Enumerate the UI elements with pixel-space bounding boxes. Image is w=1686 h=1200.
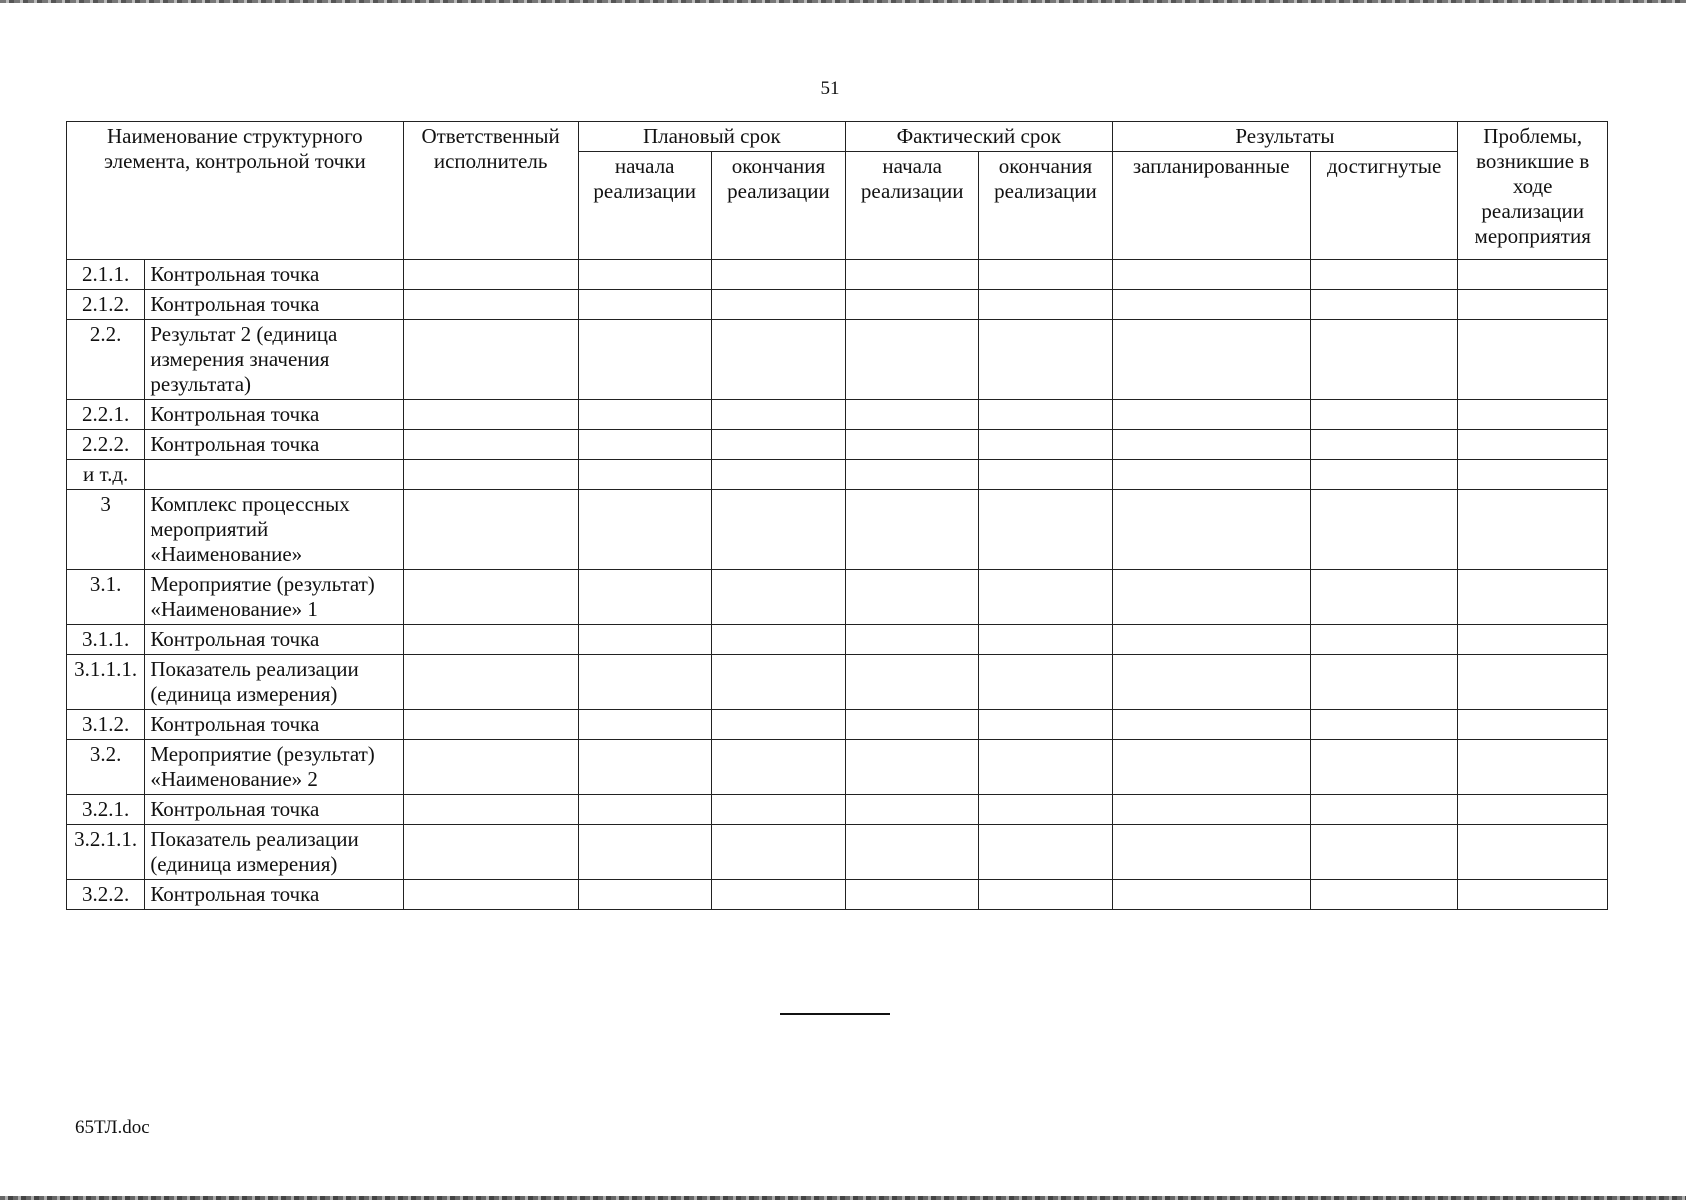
cell-executor <box>403 320 578 400</box>
cell-achieved <box>1310 260 1458 290</box>
cell-planned <box>1112 740 1310 795</box>
row-label: Контрольная точка <box>145 795 403 825</box>
table-row <box>67 430 1608 460</box>
cell-plan-end <box>711 625 845 655</box>
cell-problems <box>1458 880 1608 910</box>
cell-problems <box>1458 740 1608 795</box>
cell-plan-end <box>711 740 845 795</box>
cell-fact-end <box>979 710 1112 740</box>
table-row <box>67 825 1608 880</box>
page-number: 51 <box>820 78 840 99</box>
cell-executor <box>403 655 578 710</box>
cell-plan-start <box>578 825 711 880</box>
cell-executor <box>403 260 578 290</box>
table-row <box>67 290 1608 320</box>
cell-plan-start <box>578 655 711 710</box>
cell-fact-start <box>846 880 979 910</box>
cell-executor <box>403 740 578 795</box>
row-number: 3.2.1. <box>67 795 145 825</box>
header-fact-group: Фактический срок <box>846 122 1112 152</box>
header-results-group: Результаты <box>1112 122 1458 152</box>
cell-plan-end <box>711 290 845 320</box>
row-number: 3 <box>67 490 145 570</box>
cell-problems <box>1458 655 1608 710</box>
row-label: Контрольная точка <box>145 430 403 460</box>
cell-fact-start <box>846 290 979 320</box>
cell-problems <box>1458 320 1608 400</box>
row-number: 3.1. <box>67 570 145 625</box>
cell-planned <box>1112 430 1310 460</box>
cell-fact-end <box>979 825 1112 880</box>
cell-fact-start <box>846 430 979 460</box>
cell-fact-end <box>979 320 1112 400</box>
cell-plan-start <box>578 570 711 625</box>
cell-achieved <box>1310 655 1458 710</box>
cell-plan-start <box>578 490 711 570</box>
row-label: Контрольная точка <box>145 710 403 740</box>
cell-problems <box>1458 570 1608 625</box>
cell-achieved <box>1310 825 1458 880</box>
table-row <box>67 320 1608 400</box>
row-label: Мероприятие (результат) «Наименование» 2 <box>145 740 403 795</box>
cell-fact-start <box>846 490 979 570</box>
scan-edge-bottom <box>0 1196 1686 1200</box>
monitoring-table <box>66 121 1608 910</box>
row-number: 2.2.1. <box>67 400 145 430</box>
header-plan-group: Плановый срок <box>578 122 845 152</box>
cell-fact-start <box>846 460 979 490</box>
cell-fact-end <box>979 430 1112 460</box>
row-number: 3.2.1.1. <box>67 825 145 880</box>
cell-planned <box>1112 710 1310 740</box>
cell-plan-start <box>578 625 711 655</box>
cell-achieved <box>1310 625 1458 655</box>
cell-executor <box>403 290 578 320</box>
table-row <box>67 795 1608 825</box>
cell-plan-end <box>711 880 845 910</box>
cell-problems <box>1458 795 1608 825</box>
cell-planned <box>1112 290 1310 320</box>
cell-plan-start <box>578 880 711 910</box>
cell-planned <box>1112 400 1310 430</box>
header-results-achieved: достигнутые <box>1310 152 1458 260</box>
cell-fact-start <box>846 740 979 795</box>
footer-filename: 65ТЛ.doc <box>75 1117 150 1138</box>
cell-achieved <box>1310 430 1458 460</box>
cell-fact-start <box>846 570 979 625</box>
cell-problems <box>1458 460 1608 490</box>
cell-planned <box>1112 260 1310 290</box>
cell-executor <box>403 795 578 825</box>
row-number: 3.2.2. <box>67 880 145 910</box>
row-label: Контрольная точка <box>145 290 403 320</box>
cell-plan-start <box>578 430 711 460</box>
row-label: Контрольная точка <box>145 260 403 290</box>
row-label: Показатель реализации (единица измерения) <box>145 655 403 710</box>
cell-executor <box>403 430 578 460</box>
cell-fact-end <box>979 880 1112 910</box>
cell-problems <box>1458 430 1608 460</box>
cell-fact-start <box>846 400 979 430</box>
cell-fact-start <box>846 260 979 290</box>
cell-problems <box>1458 710 1608 740</box>
cell-fact-end <box>979 400 1112 430</box>
cell-plan-start <box>578 320 711 400</box>
cell-planned <box>1112 655 1310 710</box>
cell-fact-end <box>979 290 1112 320</box>
cell-plan-start <box>578 460 711 490</box>
cell-achieved <box>1310 460 1458 490</box>
cell-achieved <box>1310 490 1458 570</box>
cell-fact-start <box>846 625 979 655</box>
cell-executor <box>403 490 578 570</box>
cell-fact-end <box>979 460 1112 490</box>
cell-fact-start <box>846 320 979 400</box>
header-problems: Проблемы, возникшие в ходе реализации мероприятия <box>1458 122 1608 260</box>
row-number: 2.2. <box>67 320 145 400</box>
table-row <box>67 625 1608 655</box>
cell-plan-end <box>711 795 845 825</box>
cell-problems <box>1458 260 1608 290</box>
row-label: Контрольная точка <box>145 625 403 655</box>
header-results-planned: запланированные <box>1112 152 1310 260</box>
row-number: 3.1.1.1. <box>67 655 145 710</box>
cell-achieved <box>1310 710 1458 740</box>
cell-executor <box>403 400 578 430</box>
cell-plan-start <box>578 290 711 320</box>
cell-fact-start <box>846 710 979 740</box>
row-number: 3.1.2. <box>67 710 145 740</box>
cell-achieved <box>1310 290 1458 320</box>
table-row <box>67 880 1608 910</box>
cell-planned <box>1112 320 1310 400</box>
row-number: 3.1.1. <box>67 625 145 655</box>
row-number: 2.2.2. <box>67 430 145 460</box>
row-number: 2.1.1. <box>67 260 145 290</box>
cell-fact-end <box>979 655 1112 710</box>
cell-fact-end <box>979 795 1112 825</box>
cell-fact-start <box>846 655 979 710</box>
table-row <box>67 740 1608 795</box>
cell-fact-start <box>846 825 979 880</box>
cell-planned <box>1112 825 1310 880</box>
cell-planned <box>1112 460 1310 490</box>
table-row <box>67 260 1608 290</box>
cell-planned <box>1112 625 1310 655</box>
cell-plan-end <box>711 825 845 880</box>
row-label: Комплекс процессных мероприятий «Наименование» <box>145 490 403 570</box>
cell-plan-end <box>711 655 845 710</box>
cell-executor <box>403 625 578 655</box>
cell-plan-end <box>711 260 845 290</box>
row-label: Контрольная точка <box>145 880 403 910</box>
table-row <box>67 460 1608 490</box>
cell-executor <box>403 460 578 490</box>
cell-plan-end <box>711 400 845 430</box>
header-plan-start: начала реализации <box>578 152 711 260</box>
cell-fact-end <box>979 570 1112 625</box>
cell-plan-end <box>711 570 845 625</box>
table-row <box>67 710 1608 740</box>
table-row <box>67 490 1608 570</box>
cell-plan-end <box>711 320 845 400</box>
header-name: Наименование структурного элемента, контрольной точки <box>67 122 404 260</box>
table-row <box>67 570 1608 625</box>
row-label: Контрольная точка <box>145 400 403 430</box>
cell-plan-end <box>711 490 845 570</box>
scan-edge-top <box>0 0 1686 3</box>
header-executor: Ответственный исполнитель <box>403 122 578 260</box>
cell-executor <box>403 570 578 625</box>
end-rule <box>780 1013 890 1015</box>
cell-problems <box>1458 825 1608 880</box>
header-plan-end: окончания реализации <box>711 152 845 260</box>
cell-plan-start <box>578 260 711 290</box>
header-fact-start: начала реализации <box>846 152 979 260</box>
cell-plan-end <box>711 460 845 490</box>
table-row <box>67 400 1608 430</box>
cell-achieved <box>1310 400 1458 430</box>
cell-achieved <box>1310 320 1458 400</box>
row-label: Результат 2 (единица измерения значения результата) <box>145 320 403 400</box>
cell-plan-start <box>578 795 711 825</box>
cell-executor <box>403 710 578 740</box>
cell-problems <box>1458 400 1608 430</box>
table-row <box>67 655 1608 710</box>
cell-plan-end <box>711 710 845 740</box>
cell-achieved <box>1310 740 1458 795</box>
cell-plan-start <box>578 710 711 740</box>
cell-problems <box>1458 290 1608 320</box>
cell-achieved <box>1310 570 1458 625</box>
row-label <box>145 460 403 490</box>
cell-plan-start <box>578 400 711 430</box>
row-number: 2.1.2. <box>67 290 145 320</box>
row-number: 3.2. <box>67 740 145 795</box>
cell-planned <box>1112 490 1310 570</box>
cell-fact-start <box>846 795 979 825</box>
cell-plan-end <box>711 430 845 460</box>
cell-achieved <box>1310 795 1458 825</box>
row-label: Показатель реализации (единица измерения) <box>145 825 403 880</box>
cell-fact-end <box>979 740 1112 795</box>
cell-planned <box>1112 880 1310 910</box>
cell-executor <box>403 825 578 880</box>
cell-planned <box>1112 570 1310 625</box>
cell-fact-end <box>979 625 1112 655</box>
cell-fact-end <box>979 260 1112 290</box>
cell-fact-end <box>979 490 1112 570</box>
cell-achieved <box>1310 880 1458 910</box>
row-label: Мероприятие (результат) «Наименование» 1 <box>145 570 403 625</box>
cell-problems <box>1458 490 1608 570</box>
cell-planned <box>1112 795 1310 825</box>
cell-executor <box>403 880 578 910</box>
cell-problems <box>1458 625 1608 655</box>
row-number: и т.д. <box>67 460 145 490</box>
header-fact-end: окончания реализации <box>979 152 1112 260</box>
cell-plan-start <box>578 740 711 795</box>
